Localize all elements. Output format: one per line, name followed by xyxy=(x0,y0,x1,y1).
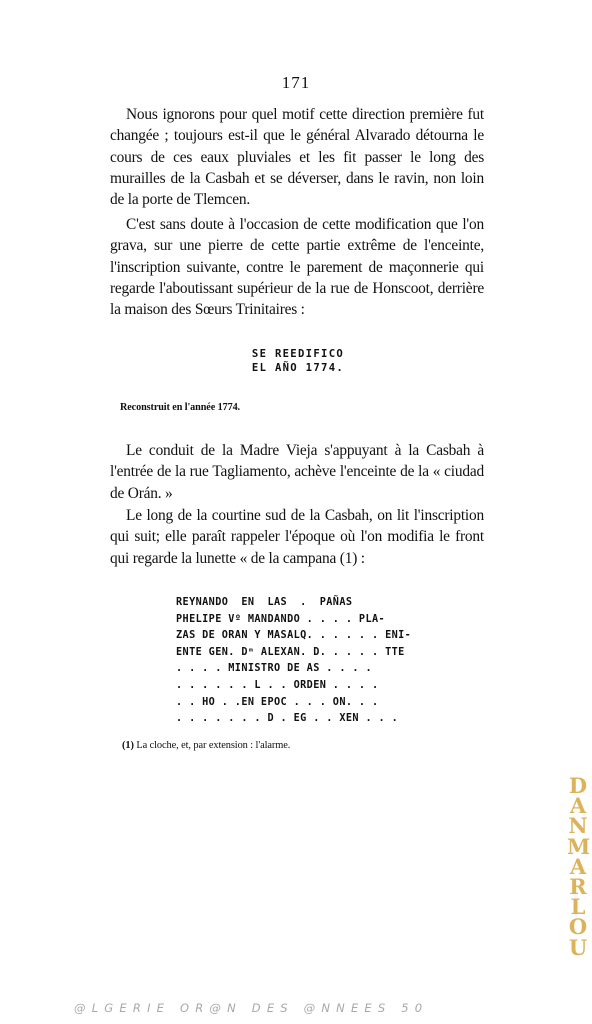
watermark-letter: M xyxy=(567,833,591,859)
watermark-letter: N xyxy=(568,813,588,839)
paragraph-1: Nous ignorons pour quel motif cette direction première fut changée ; toujours est-il que le général Alvarado détourna le cours de ces eaux pluviales et les fit passer le long des murailles de la Casbah et se déverser, dans le ravin, non loin de la porte de Tlemcen. xyxy=(110,106,484,209)
paragraph-3: Le conduit de la Madre Vieja s'appuyant à la Casbah à l'entrée de la rue Tagliamento, achève l'enceinte de la « ciudad de Orán. » xyxy=(110,442,484,502)
watermark-letter: O xyxy=(568,914,588,940)
footer-band-text: @LGERIE OR@N DES @NNEES 50 xyxy=(74,1001,429,1015)
page-number: 171 xyxy=(281,73,311,92)
inscription-2-line: REYNANDO EN LAS . PAÑAS xyxy=(176,597,353,608)
footnote-mark: (1) xyxy=(122,740,134,751)
inscription-1-caption: Reconstruit en l'année 1774. xyxy=(120,402,241,413)
inscription-1-line: SE REEDIFICO xyxy=(251,348,345,360)
inscription-2 xyxy=(176,595,418,728)
watermark-letter: R xyxy=(569,874,587,900)
inscription-2-line: ENTE GEN. Dᵐ ALEXAN. D. . . . . TTE xyxy=(176,646,405,658)
inscription-1 xyxy=(0,347,592,375)
footnote xyxy=(122,740,290,751)
inscription-2-line: . . . . . . . D . EG . . XEN . . . xyxy=(176,713,399,725)
inscription-2-line: PHELIPE Vº MANDANDO . . . . PLA- xyxy=(176,613,386,625)
watermark-letter: D xyxy=(568,773,588,798)
watermark-letter: L xyxy=(570,894,586,920)
watermark-vertical-text xyxy=(567,773,591,960)
inscription-1-line: EL AÑO 1774. xyxy=(251,362,345,374)
paragraph-2: C'est sans doute à l'occasion de cette modification que l'on grava, sur une pierre de cette partie extrême de l'enceinte, l'inscription suivante, contre le parement de maçonnerie qui regarde l'aboutissant supérieur de la rue de Honscoot, derrière la maison des Sœurs Trinitaires : xyxy=(110,216,484,319)
paragraph-4: Le long de la courtine sud de la Casbah, on lit l'inscription qui suit; elle paraît rappeler l'époque où l'on modifia le front qui regarde la lunette « de la campana (1) : xyxy=(110,507,484,567)
watermark-letter: A xyxy=(569,853,587,879)
watermark-letter: U xyxy=(568,934,588,960)
inscription-2-line: . . . . . . L . . ORDEN . . . . xyxy=(176,679,379,691)
footnote-text: La cloche, et, par extension : l'alarme. xyxy=(133,740,291,751)
watermark-letter: A xyxy=(569,793,587,819)
inscription-2-line: . . . . MINISTRO DE AS . . . . xyxy=(176,663,373,675)
inscription-2-line: . . HO . .EN EPOC . . . ON. . . xyxy=(176,696,379,708)
inscription-2-line: ZAS DE ORAN Y MASALQ. . . . . . ENI- xyxy=(176,630,412,642)
